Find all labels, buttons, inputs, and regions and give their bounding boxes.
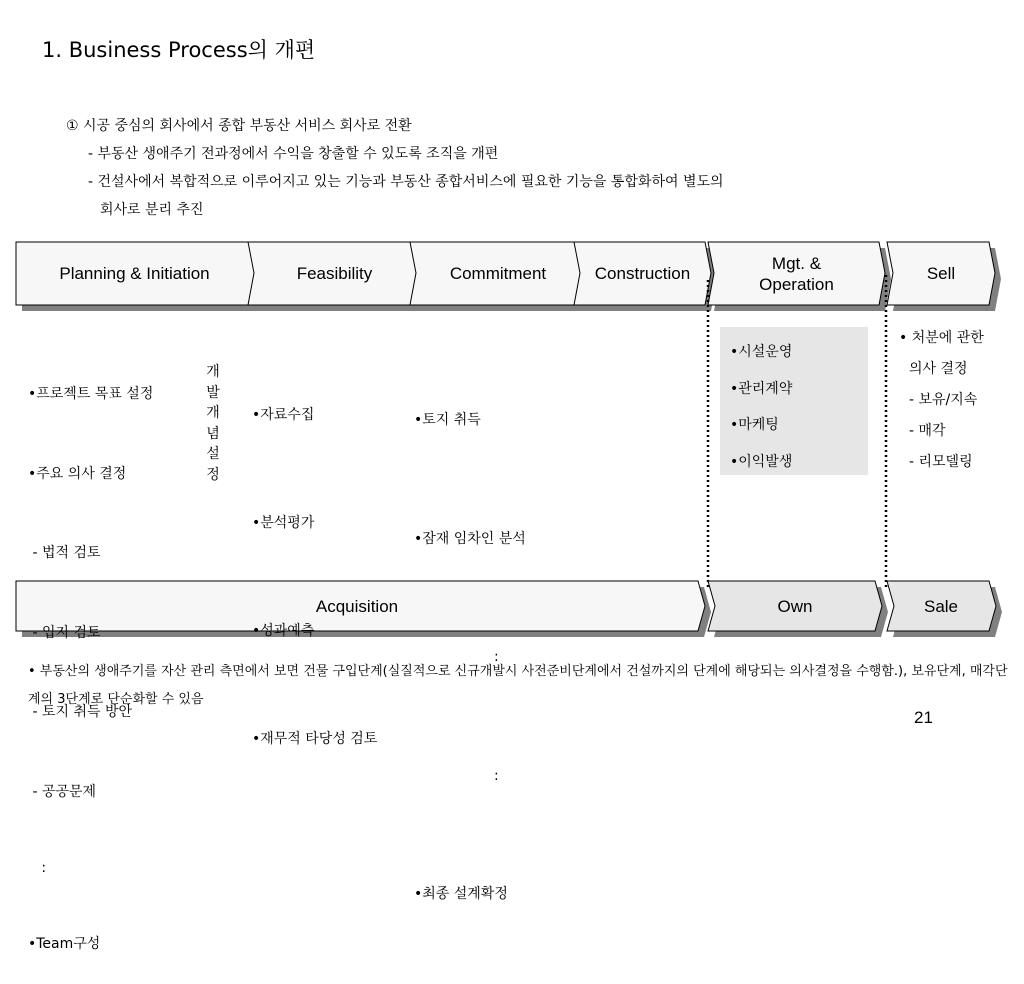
phase-label-own: Own xyxy=(777,596,813,616)
sell-item: - 보유/지속 xyxy=(909,392,978,408)
feasibility-item: •재무적 타당성 검토 xyxy=(252,731,378,747)
planning-column xyxy=(28,328,153,984)
commitment-item: : xyxy=(494,649,499,665)
vertical-char: 개 xyxy=(206,405,220,421)
planning-item: •주요 의사 결정 xyxy=(28,465,127,482)
page-number: 21 xyxy=(914,708,933,727)
planning-item: - 입지 검토 xyxy=(28,624,101,641)
commitment-item: •잠재 임차인 분석 xyxy=(414,530,526,547)
stage-label-planning: Planning & Initiation xyxy=(59,264,210,283)
vertical-char: 설 xyxy=(206,446,220,462)
feasibility-item: •자료수집 xyxy=(252,407,315,423)
planning-item: - 법적 검토 xyxy=(28,545,101,561)
phase-label-sale: Sale xyxy=(923,596,959,616)
planning-item: •Team구성 xyxy=(28,936,101,952)
stage-label-construction: Construction xyxy=(594,264,691,283)
intro-line-4: 회사로 분리 추진 xyxy=(100,202,204,218)
operation-item: •시설운영 xyxy=(730,344,793,360)
stage-label-feasibility: Feasibility xyxy=(296,264,373,283)
stage-label-sell: Sell xyxy=(926,264,956,283)
stage-label-commitment: Commitment xyxy=(449,264,547,283)
feasibility-item: •성과예측 xyxy=(252,623,315,639)
vertical-char: 개 xyxy=(206,364,220,380)
operation-item: •이익발생 xyxy=(730,453,793,470)
commitment-item: : xyxy=(494,767,499,784)
intro-line-3: - 건설사에서 복합적으로 이루어지고 있는 기능과 부동산 종합서비스에 필요한 기능을 통합화하여 별도의 xyxy=(88,174,724,190)
sell-item: - 매각 xyxy=(909,423,946,439)
planning-item: : xyxy=(28,860,47,876)
page-title: 1. Business Process의 개편 xyxy=(42,38,316,62)
commitment-column xyxy=(414,322,526,954)
vertical-char: 정 xyxy=(206,466,220,483)
planning-item: - 토지 취득 방안 xyxy=(28,704,132,720)
operation-column xyxy=(730,334,792,480)
vertical-char: 념 xyxy=(206,425,220,442)
commitment-item: •토지 취득 xyxy=(414,412,481,428)
stage-label-operation: Mgt. & Operation xyxy=(759,253,834,294)
intro-line-2: - 부동산 생애주기 전과정에서 수익을 창출할 수 있도록 조직을 개편 xyxy=(88,146,499,162)
footnote: • 부동산의 생애주기를 자산 관리 측면에서 보면 건물 구입단계(실질적으로 신규개발시 사전준비단계에서 건설까지의 단계에 해당되는 의사결정을 수행함.), 보유단계, 매각단계의 3단계로 단순화할 수 있음 xyxy=(28,664,1008,707)
sell-item: - 리모델링 xyxy=(909,454,973,470)
sell-column xyxy=(899,323,984,478)
planning-item: •프로젝트 목표 설정 xyxy=(28,386,154,402)
commitment-item: •최종 설계확정 xyxy=(414,886,508,902)
sell-item: • 처분에 관한 xyxy=(899,330,984,346)
intro-line-1: ① 시공 중심의 회사에서 종합 부동산 서비스 회사로 전환 xyxy=(66,118,412,134)
sell-item: 의사 결정 xyxy=(909,361,968,377)
operation-item: •마케팅 xyxy=(730,417,779,433)
planning-vertical-label xyxy=(204,362,222,485)
operation-item: •관리계약 xyxy=(730,380,793,397)
feasibility-item: •분석평가 xyxy=(252,515,315,531)
planning-item: - 공공문제 xyxy=(28,783,97,800)
vertical-char: 발 xyxy=(206,384,220,401)
feasibility-column xyxy=(252,325,377,793)
phase-label-acquisition: Acquisition xyxy=(315,596,399,616)
